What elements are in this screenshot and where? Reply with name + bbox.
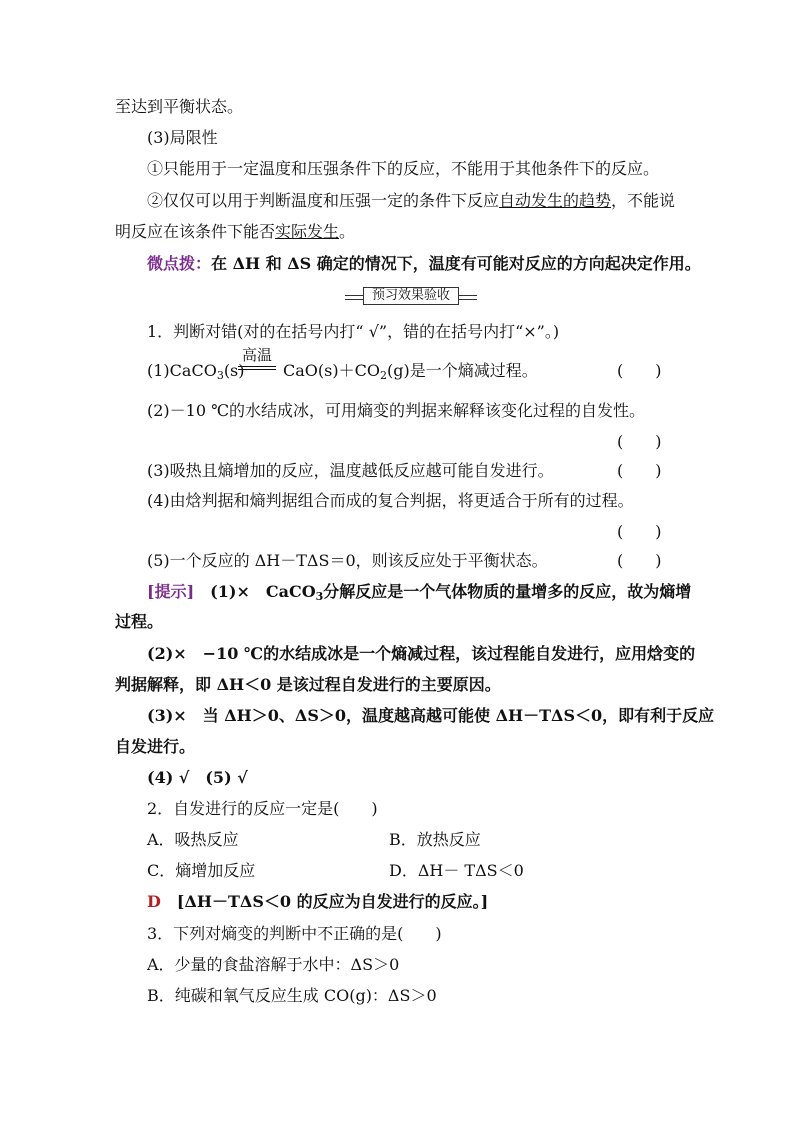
question-stem: 2．自发进行的反应一定是( ) — [147, 799, 378, 818]
option-a: A．少量的食盐溶解于水中：ΔS＞0 — [147, 955, 400, 974]
text-span: 明反应在该条件下能否 — [115, 222, 276, 241]
option-d: D．ΔH－ TΔS＜0 — [389, 861, 524, 880]
question-item: (4)由焓判据和熵判据组合而成的复合判据，将更适合于所有的过程。 — [147, 491, 634, 510]
question-item: (3)吸热且熵增加的反应，温度越低反应越可能自发进行。 — [147, 461, 554, 480]
section-banner — [345, 286, 477, 306]
text-span: 。 — [339, 222, 356, 241]
hint-line: 自发进行。 — [115, 737, 196, 756]
option-b: B．纯碳和氧气反应生成 CO(g)：ΔS＞0 — [147, 986, 437, 1005]
hint-label: [提示] — [147, 582, 195, 601]
answer-line — [147, 892, 488, 912]
subscript: 3 — [315, 590, 324, 603]
question-item: (5)一个反应的 ΔH－TΔS＝0，则该反应处于平衡状态。 — [147, 551, 548, 570]
formula-part: CaO(s)＋CO — [283, 361, 380, 380]
subscript: 2 — [379, 369, 387, 382]
hint-line: (4) √ (5) √ — [147, 768, 248, 787]
text-line — [115, 222, 355, 242]
answer-parens: ( ) — [617, 361, 662, 380]
answer-parens: ( ) — [617, 432, 662, 451]
text-span: ②仅仅可以用于判断温度和压强一定的条件下反应 — [147, 191, 500, 210]
hint-text: (1)× CaCO — [210, 582, 316, 601]
reaction-arrow — [238, 346, 276, 378]
equals-line — [238, 369, 276, 370]
answer-letter: D — [147, 892, 161, 911]
formula-part: (1)CaCO — [147, 361, 217, 380]
hint-line: (3)× 当 ΔH＞0、ΔS＞0，温度越高越可能使 ΔH－TΔS＜0，即有利于反应 — [147, 706, 715, 725]
text-span: ，不能说 — [611, 191, 676, 210]
question-item: (2)－10 ℃的水结成冰，可用熵变的判据来解释该变化过程的自发性。 — [147, 401, 646, 420]
hint-line: (2)× −10 ℃的水结成冰是一个熵减过程，该过程能自发进行，应用焓变的 — [147, 644, 696, 663]
text-line: ①只能用于一定温度和压强条件下的反应，不能用于其他条件下的反应。 — [147, 159, 660, 178]
underlined-term: 自动发生的趋势 — [499, 191, 612, 210]
section-heading: (3)局限性 — [147, 128, 218, 147]
answer-parens: ( ) — [617, 522, 662, 541]
tip-text: 在 ΔH 和 ΔS 确定的情况下，温度有可能对反应的方向起决定作用。 — [211, 254, 701, 273]
tip-label: 微点拨： — [147, 254, 212, 273]
reaction-condition: 高温 — [241, 346, 272, 364]
question-stem: 3．下列对熵变的判断中不正确的是( ) — [147, 924, 442, 943]
question-item — [147, 361, 245, 386]
question-item — [283, 361, 538, 386]
answer-explanation: [ΔH－TΔS＜0 的反应为自发进行的反应。] — [176, 892, 489, 911]
hint-line: 过程。 — [115, 612, 164, 631]
answer-parens: ( ) — [617, 551, 662, 570]
hint-line: 判据解释，即 ΔH＜0 是该过程自发进行的主要原因。 — [115, 675, 501, 694]
hint-line — [147, 582, 691, 607]
option-c: C．熵增加反应 — [147, 861, 256, 880]
underlined-term: 实际发生 — [275, 222, 340, 241]
subscript: 3 — [216, 369, 224, 382]
hint-text: 分解反应是一个气体物质的量增多的反应，故为熵增 — [323, 582, 692, 601]
tip-line — [147, 254, 701, 274]
answer-parens: ( ) — [617, 461, 662, 480]
text-line: 至达到平衡状态。 — [115, 97, 244, 116]
formula-part: (s) — [223, 361, 245, 380]
text-line — [147, 191, 675, 211]
banner-label: 预习效果验收 — [363, 287, 459, 305]
option-a: A．吸热反应 — [147, 830, 239, 849]
formula-part: (g)是一个熵减过程。 — [386, 361, 538, 380]
question-stem: 1．判断对错(对的在括号内打“ √”，错的在括号内打“×”。) — [147, 322, 560, 341]
option-b: B．放热反应 — [389, 830, 481, 849]
equals-line — [238, 366, 276, 367]
